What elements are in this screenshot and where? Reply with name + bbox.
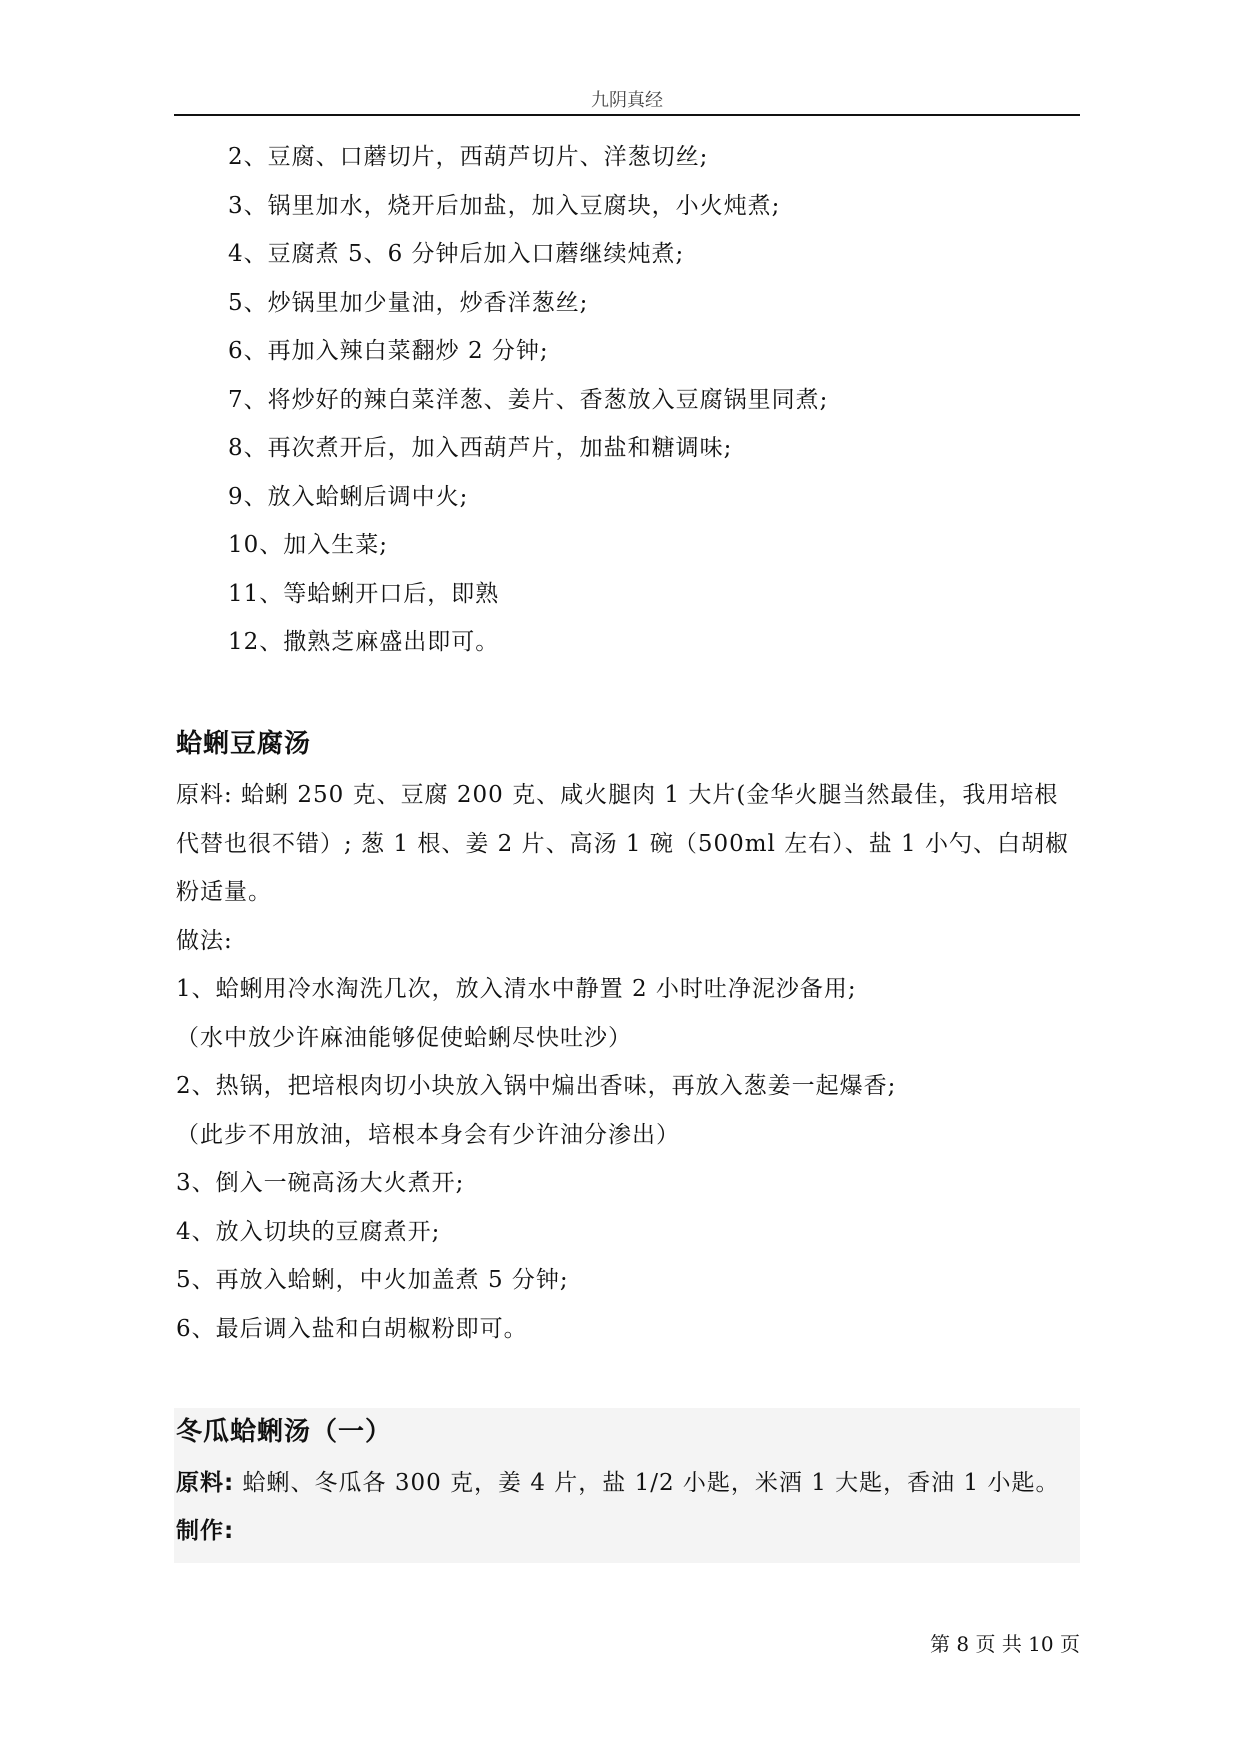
ingredients-label: 原料: [176,1470,235,1496]
method-label: 做法: [176,928,233,954]
step-note: （水中放少许麻油能够促使蛤蜊尽快吐沙） [176,1025,632,1051]
step-note: （此步不用放油，培根本身会有少许油分渗出） [176,1122,680,1148]
step-line: 6、最后调入盐和白胡椒粉即可。 [176,1316,528,1342]
header-divider [174,114,1080,116]
step-line: 11、等蛤蜊开口后，即熟 [228,581,500,607]
step-line: 3、锅里加水，烧开后加盐，加入豆腐块，小火炖煮; [228,193,781,219]
step-line: 9、放入蛤蜊后调中火; [228,484,469,510]
step-line: 2、热锅，把培根肉切小块放入锅中煸出香味，再放入葱姜一起爆香; [176,1073,897,1099]
step-line: 5、再放入蛤蜊，中火加盖煮 5 分钟; [176,1267,569,1293]
method-label: 制作: [176,1518,235,1544]
step-line: 8、再次煮开后，加入西葫芦片，加盐和糖调味; [228,435,733,461]
page-number: 第 8 页 共 10 页 [930,1632,1080,1656]
step-line: 2、豆腐、口蘑切片，西葫芦切片、洋葱切丝; [228,144,709,170]
step-line: 7、将炒好的辣白菜洋葱、姜片、香葱放入豆腐锅里同煮; [228,387,829,413]
ingredients-line: 代替也很不错）; 葱 1 根、姜 2 片、高汤 1 碗（500ml 左右）、盐 1 小勺、白胡椒 [176,831,1069,857]
step-line: 4、豆腐煮 5、6 分钟后加入口蘑继续炖煮; [228,241,685,267]
step-line: 3、倒入一碗高汤大火煮开; [176,1170,465,1196]
recipe-title: 冬瓜蛤蜊汤（一） [176,1417,393,1447]
step-line: 5、炒锅里加少量油，炒香洋葱丝; [228,290,589,316]
ingredients-text: 蛤蜊、冬瓜各 300 克，姜 4 片，盐 1/2 小匙，米酒 1 大匙，香油 1 小匙。 [242,1470,1060,1496]
step-line: 6、再加入辣白菜翻炒 2 分钟; [228,338,549,364]
ingredients-line: 原料: 蛤蜊 250 克、豆腐 200 克、咸火腿肉 1 大片(金华火腿当然最佳，我用培根 [176,782,1059,808]
ingredients-line: 粉适量。 [176,879,272,905]
step-line: 12、撒熟芝麻盛出即可。 [228,629,500,655]
recipe-title: 蛤蜊豆腐汤 [176,729,312,759]
ingredients-line [176,1464,1059,1497]
step-line: 10、加入生菜; [228,532,389,558]
step-line: 4、放入切块的豆腐煮开; [176,1219,441,1245]
page-header: 九阴真经 [591,90,663,111]
step-line: 1、蛤蜊用冷水淘洗几次，放入清水中静置 2 小时吐净泥沙备用; [176,976,857,1002]
